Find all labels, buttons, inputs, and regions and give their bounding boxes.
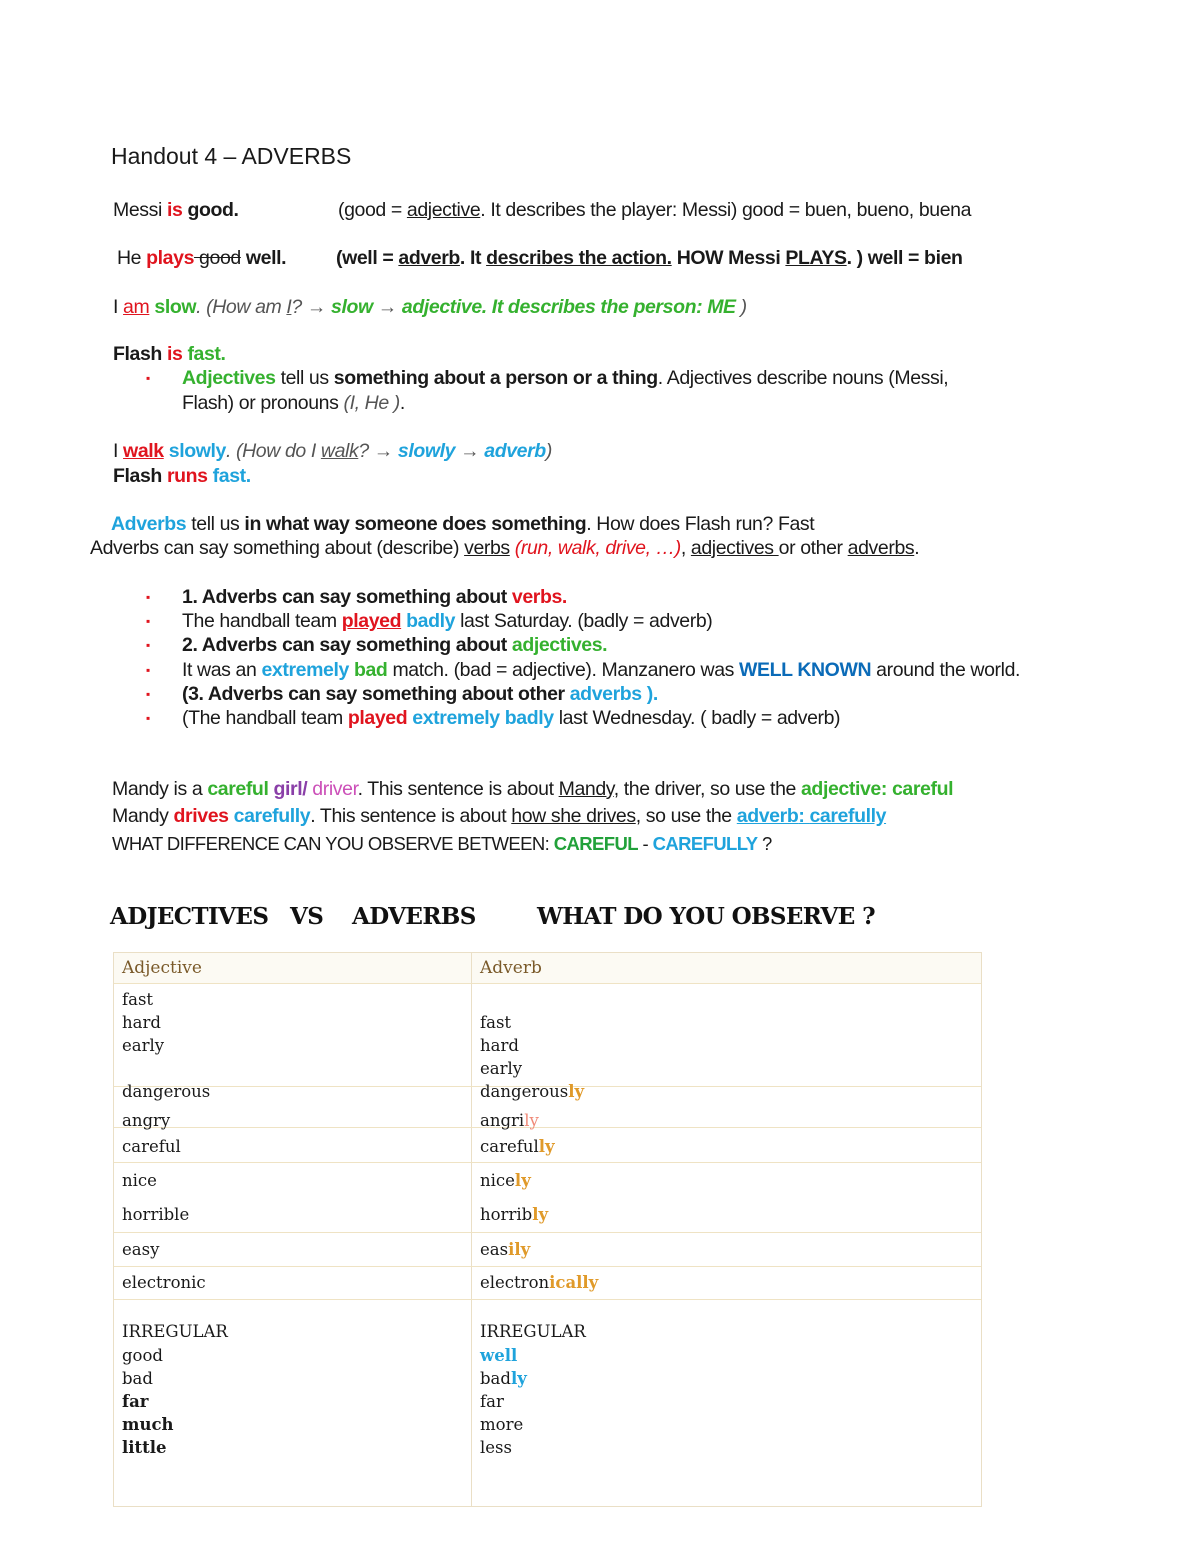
- text: adverb: [736, 805, 799, 827]
- line-flash-is-fast: [113, 342, 226, 366]
- bullet-2: [182, 609, 712, 633]
- line-mandy-careful: [112, 777, 953, 801]
- bullet-icon: ▪: [146, 614, 151, 628]
- text: I: [286, 296, 292, 318]
- text: adverb: [398, 247, 460, 269]
- suffix: ily: [508, 1240, 531, 1259]
- line-plays-well: [117, 246, 286, 270]
- table-cell-adv: hard: [480, 1036, 519, 1055]
- text: .: [399, 392, 405, 414]
- text: .: [914, 537, 920, 559]
- text: slowly: [168, 440, 226, 462]
- text: good.: [187, 199, 239, 221]
- text: electron: [480, 1273, 550, 1292]
- text: →: [455, 440, 485, 462]
- suffix: ly: [532, 1205, 549, 1224]
- text: Mandy is a: [112, 778, 208, 800]
- table-row-adj: electronic: [122, 1273, 206, 1292]
- text: , the driver, so use the: [613, 778, 801, 800]
- line-adjectives-tell-2: [182, 391, 405, 415]
- text: fast.: [187, 343, 226, 365]
- text: tell us: [275, 367, 334, 389]
- text: Flash: [113, 465, 167, 487]
- text: girl/: [273, 778, 308, 800]
- text: (The handball team: [182, 707, 348, 729]
- text: . ) well = bien: [846, 247, 963, 269]
- text: I: [113, 440, 124, 462]
- text: or other: [778, 537, 848, 559]
- text: last Saturday. (badly = adverb): [455, 610, 713, 632]
- text: nice: [480, 1171, 515, 1190]
- text: ? →: [291, 296, 332, 318]
- text: 1. Adverbs can say something about: [182, 586, 512, 608]
- text: ? →: [358, 440, 398, 462]
- text: →: [372, 296, 402, 318]
- suffix: ly: [568, 1082, 585, 1101]
- irregular-label-adv: IRREGULAR: [480, 1322, 586, 1341]
- text: fast.: [212, 465, 251, 487]
- line-i-am-slow: [113, 295, 747, 319]
- column-divider: [471, 953, 472, 1506]
- text: adverbs ).: [569, 683, 658, 705]
- heading-adverbs: ADVERBS: [352, 903, 476, 930]
- text: careful: [480, 1137, 539, 1156]
- column-header-adjective: Adjective: [122, 958, 202, 978]
- irregular-adj: far: [122, 1392, 149, 1411]
- text: bad: [353, 659, 388, 681]
- text: something about a person or a thing: [333, 367, 658, 389]
- text: walk: [320, 440, 359, 462]
- bullet-icon: ▪: [146, 638, 151, 652]
- text: describes the action.: [486, 247, 672, 269]
- line-messi-good-note: [338, 198, 971, 222]
- adjective-adverb-table: [113, 952, 982, 1507]
- bullet-6: [182, 706, 840, 730]
- suffix: well: [480, 1346, 518, 1365]
- line-messi-good: [113, 198, 239, 222]
- text: WHAT DIFFERENCE CAN YOU OBSERVE BETWEEN:: [112, 833, 554, 854]
- text: Messi: [113, 199, 167, 221]
- text: around the world.: [871, 659, 1021, 681]
- text: in what way someone does something: [244, 513, 587, 535]
- text: Mandy: [558, 778, 614, 800]
- text: carefully: [233, 805, 311, 827]
- text: . This sentence is about: [357, 778, 559, 800]
- text: played: [341, 610, 402, 632]
- text: (run, walk, drive, …): [509, 537, 681, 559]
- text: Mandy: [112, 805, 174, 827]
- line-plays-well-note: [336, 246, 963, 270]
- line-i-walk-slowly: [113, 439, 552, 463]
- text: -: [637, 833, 653, 854]
- text: match. (bad = adjective). Manzanero was: [387, 659, 740, 681]
- text: (I, He ): [343, 392, 400, 414]
- irregular-adj: bad: [122, 1369, 153, 1388]
- row-divider: [114, 1232, 981, 1233]
- text: well.: [240, 247, 287, 269]
- text: adjective. It describes the person: ME: [401, 296, 736, 318]
- text: PLAYS: [785, 247, 847, 269]
- table-row-adj: dangerous: [122, 1082, 211, 1101]
- bullet-icon: ▪: [146, 590, 151, 604]
- text: WELL KNOWN: [739, 659, 872, 681]
- text: adverb: [484, 440, 546, 462]
- text: how she drives: [511, 805, 636, 827]
- text: Adverbs: [111, 513, 187, 535]
- suffix: ly: [524, 1111, 539, 1130]
- text: slow: [331, 296, 373, 318]
- irregular-adv: [480, 1367, 527, 1391]
- table-row-adv: [480, 1203, 548, 1227]
- line-adjectives-tell: [182, 366, 948, 390]
- row-divider: [114, 983, 981, 984]
- text: good: [194, 247, 241, 269]
- text: verbs.: [511, 586, 567, 608]
- text: ?: [757, 833, 772, 854]
- text: drives: [173, 805, 229, 827]
- text: . (How am: [196, 296, 287, 318]
- text: 2. Adverbs can say something about: [182, 634, 512, 656]
- text: walk: [123, 440, 164, 462]
- irregular-adv: [480, 1344, 517, 1368]
- row-divider: [114, 1162, 981, 1163]
- irregular-adv: [480, 1390, 504, 1414]
- table-row-adj: horrible: [122, 1205, 190, 1224]
- text: (well =: [336, 247, 399, 269]
- text: careful: [207, 778, 269, 800]
- page-title: Handout 4 – ADVERBS: [111, 143, 352, 169]
- text: slowly: [397, 440, 456, 462]
- text: badly: [406, 610, 456, 632]
- text: less: [480, 1438, 512, 1457]
- bullet-icon: ▪: [146, 687, 151, 701]
- text: eas: [480, 1240, 509, 1259]
- suffix: ly: [538, 1137, 555, 1156]
- text: played: [347, 707, 408, 729]
- table-row-adj: careful: [122, 1137, 181, 1156]
- table-cell-adv: fast: [480, 1013, 512, 1032]
- table-row-adv: [480, 1169, 531, 1193]
- text: CAREFUL: [553, 833, 638, 854]
- text: Flash: [113, 343, 167, 365]
- irregular-adj: much: [122, 1415, 174, 1434]
- text: He: [117, 247, 147, 269]
- column-header-adverb: Adverb: [480, 958, 542, 978]
- irregular-adv: [480, 1436, 512, 1460]
- text: :: [798, 805, 810, 827]
- table-row-adv: [480, 1109, 539, 1133]
- table-cell-adj: fast: [122, 990, 154, 1009]
- text: (good =: [338, 199, 407, 221]
- text: , so use the: [635, 805, 737, 827]
- irregular-adj: little: [122, 1438, 167, 1457]
- text: adjectives.: [511, 634, 608, 656]
- text: ): [545, 440, 552, 462]
- bullet-icon: ▪: [146, 711, 151, 725]
- text: Adjectives: [182, 367, 276, 389]
- table-row-adv: [480, 1080, 584, 1104]
- bullet-3: [182, 633, 607, 657]
- text: far: [480, 1392, 504, 1411]
- text: extremely: [261, 659, 349, 681]
- table-row-adj: nice: [122, 1171, 157, 1190]
- text: I: [113, 296, 124, 318]
- table-row-adj: easy: [122, 1240, 160, 1259]
- heading-adjectives: ADJECTIVES: [110, 903, 269, 930]
- table-row-adv: [480, 1238, 530, 1262]
- text: . How does Flash run? Fast: [586, 513, 815, 535]
- text: runs: [166, 465, 208, 487]
- irregular-adv: [480, 1413, 523, 1437]
- suffix: ly: [510, 1369, 527, 1388]
- table-row-adv: [480, 1271, 598, 1295]
- text: adverbs: [847, 537, 915, 559]
- text: . (How do I: [225, 440, 321, 462]
- line-adverbs-tell: [111, 512, 814, 536]
- text: carefully: [809, 805, 887, 827]
- suffix: ly: [514, 1171, 531, 1190]
- text: last Wednesday. ( badly = adverb): [553, 707, 841, 729]
- text: verbs: [464, 537, 510, 559]
- text: ): [735, 296, 747, 318]
- text: Flash) or pronouns: [182, 392, 344, 414]
- heading-vs: VS: [290, 903, 324, 930]
- text: adjectives: [690, 537, 779, 559]
- row-divider: [114, 1266, 981, 1267]
- text: is: [166, 199, 183, 221]
- text: dangerous: [480, 1082, 569, 1101]
- table-cell-adj: hard: [122, 1013, 161, 1032]
- table-row-adj: angry: [122, 1111, 171, 1130]
- irregular-label-adj: IRREGULAR: [122, 1322, 228, 1341]
- text: angri: [480, 1111, 525, 1130]
- text: adjective: [406, 199, 481, 221]
- text: is: [166, 343, 183, 365]
- text: slow: [154, 296, 197, 318]
- text: driver: [312, 778, 358, 800]
- text: bad: [480, 1369, 511, 1388]
- text: . It describes the player: Messi) good = buen, bueno, buena: [480, 199, 972, 221]
- line-mandy-carefully: [112, 804, 886, 828]
- line-adverbs-can-say: [90, 536, 919, 560]
- text: Adverbs can say something about (describe): [90, 537, 465, 559]
- text: more: [480, 1415, 524, 1434]
- heading-observe: WHAT DO YOU OBSERVE ?: [537, 903, 875, 930]
- row-divider: [114, 1127, 981, 1128]
- text: am: [123, 296, 150, 318]
- suffix: ically: [549, 1273, 599, 1292]
- text: . Adjectives describe nouns (Messi,: [657, 367, 949, 389]
- text: plays: [146, 247, 195, 269]
- bullet-4: [182, 658, 1020, 682]
- text: extremely badly: [412, 707, 554, 729]
- text: The handball team: [182, 610, 342, 632]
- bullet-1: [182, 585, 567, 609]
- text: . It: [459, 247, 487, 269]
- text: horrib: [480, 1205, 533, 1224]
- row-divider: [114, 1299, 981, 1300]
- table-header-bg: [114, 953, 981, 984]
- table-cell-adj: early: [122, 1036, 165, 1055]
- text: (3. Adverbs can say something about other: [182, 683, 570, 705]
- text: . This sentence is about: [310, 805, 512, 827]
- line-flash-runs-fast: [113, 464, 251, 488]
- bullet-icon: ▪: [146, 371, 151, 385]
- bullet-5: [182, 682, 658, 706]
- line-what-difference: [112, 832, 772, 856]
- text: It was an: [182, 659, 262, 681]
- table-cell-adv: early: [480, 1059, 523, 1078]
- text: adjective: careful: [800, 778, 954, 800]
- bullet-icon: ▪: [146, 663, 151, 677]
- table-row-adv: [480, 1135, 555, 1159]
- irregular-adj: good: [122, 1346, 163, 1365]
- text: tell us: [186, 513, 245, 535]
- text: HOW Messi: [671, 247, 786, 269]
- text: CAREFULLY: [652, 833, 758, 854]
- text: ,: [680, 537, 691, 559]
